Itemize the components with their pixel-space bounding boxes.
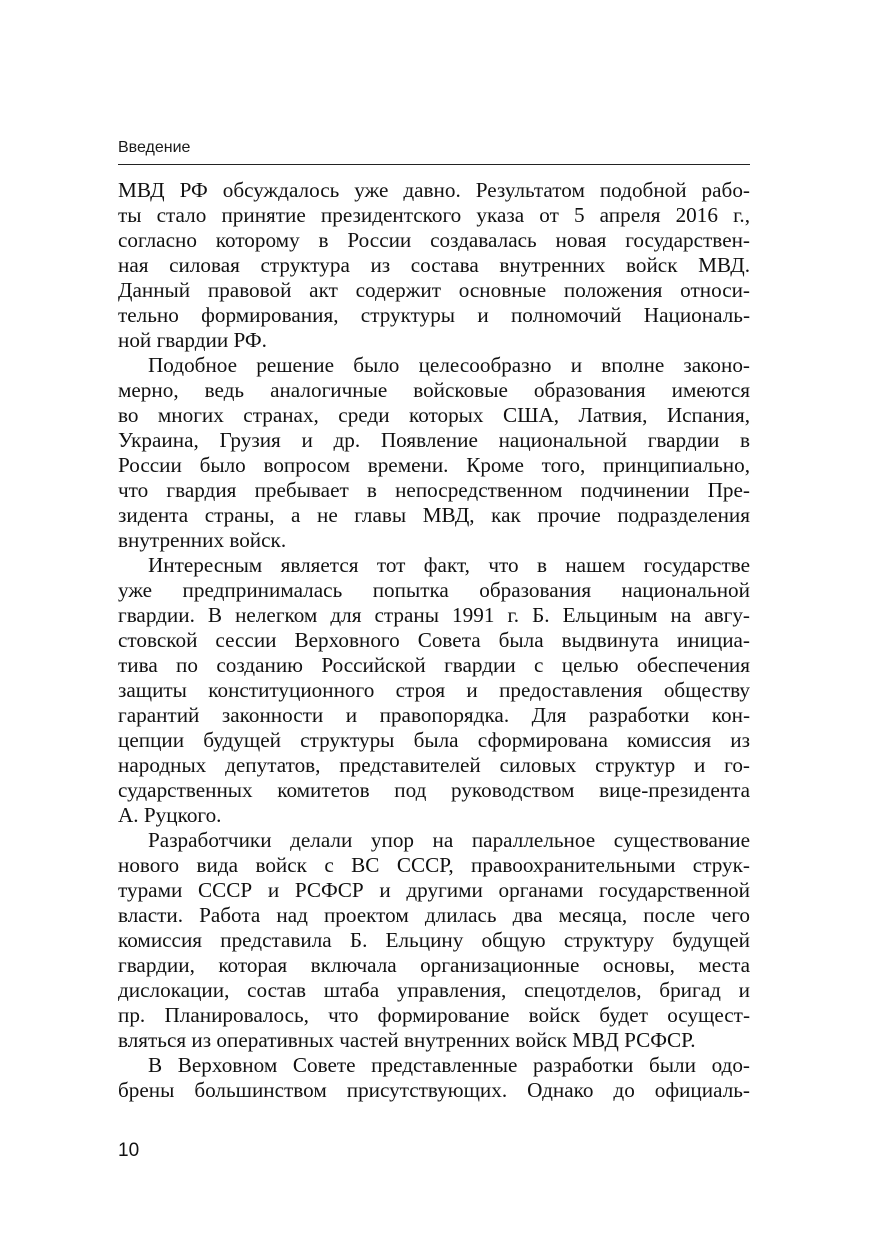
text-line: защиты конституционного строя и предоставления обществу	[118, 678, 750, 702]
text-line: А. Руцкого.	[118, 803, 222, 827]
text-line: стовской сессии Верховного Совета была выдвинута инициа-	[118, 628, 750, 652]
text-line: нового вида войск с ВС СССР, правоохранительными струк-	[118, 853, 750, 877]
text-line: гвардии. В нелегком для страны 1991 г. Б. Ельциным на авгу-	[118, 603, 750, 627]
text-line: брены большинством присутствующих. Однако до официаль-	[118, 1078, 750, 1102]
text-line: цепции будущей структуры была сформирована комиссия из	[118, 728, 750, 752]
text-line: Разработчики делали упор на параллельное существование	[148, 828, 750, 852]
text-line: согласно которому в России создавалась новая государствен-	[118, 228, 750, 252]
text-line: вляться из оперативных частей внутренних войск МВД РСФСР.	[118, 1028, 696, 1052]
text-line: Украина, Грузия и др. Появление национальной гвардии в	[118, 428, 750, 452]
text-line: Интересным является тот факт, что в нашем государстве	[148, 553, 750, 577]
text-line: гвардии, которая включала организационные основы, места	[118, 953, 750, 977]
text-line: Данный правовой акт содержит основные положения относи-	[118, 278, 750, 302]
text-line: народных депутатов, представителей силовых структур и го-	[118, 753, 750, 777]
header-rule	[118, 164, 750, 165]
text-line: комиссия представила Б. Ельцину общую структуру будущей	[118, 928, 750, 952]
text-line: гарантий законности и правопорядка. Для разработки кон-	[118, 703, 750, 727]
paragraph	[118, 1053, 750, 1103]
paragraph	[118, 178, 750, 353]
text-line: ной гвардии РФ.	[118, 328, 267, 352]
text-line: уже предпринималась попытка образования национальной	[118, 578, 750, 602]
paragraph	[118, 553, 750, 828]
text-line: во многих странах, среди которых США, Латвия, Испания,	[118, 403, 750, 427]
text-line: В Верховном Совете представленные разработки были одо-	[148, 1053, 750, 1077]
text-line: тельно формирования, структуры и полномочий Националь-	[118, 303, 750, 327]
text-line: ная силовая структура из состава внутренних войск МВД.	[118, 253, 750, 277]
text-line: мерно, ведь аналогичные войсковые образования имеются	[118, 378, 750, 402]
text-line: внутренних войск.	[118, 528, 287, 552]
text-line: России было вопросом времени. Кроме того, принципиально,	[118, 453, 750, 477]
text-line: сударственных комитетов под руководством вице-президента	[118, 778, 750, 802]
text-line: дислокации, состав штаба управления, спецотделов, бригад и	[118, 978, 750, 1002]
paragraph	[118, 828, 750, 1053]
text-line: власти. Работа над проектом длилась два месяца, после чего	[118, 903, 750, 927]
paragraph	[118, 353, 750, 553]
text-line: МВД РФ обсуждалось уже давно. Результатом подобной рабо-	[118, 178, 750, 202]
running-head: Введение	[118, 139, 191, 156]
body-text	[118, 178, 750, 1103]
text-line: что гвардия пребывает в непосредственном подчинении Пре-	[118, 478, 750, 502]
text-line: пр. Планировалось, что формирование войск будет осущест-	[118, 1003, 750, 1027]
text-line: тива по созданию Российской гвардии с целью обеспечения	[118, 653, 750, 677]
text-line: ты стало принятие президентского указа от 5 апреля 2016 г.,	[118, 203, 750, 227]
text-line: турами СССР и РСФСР и другими органами государственной	[118, 878, 750, 902]
text-line: зидента страны, а не главы МВД, как прочие подразделения	[118, 503, 750, 527]
page-number: 10	[118, 1140, 140, 1161]
text-line: Подобное решение было целесообразно и вполне законо-	[148, 353, 750, 377]
